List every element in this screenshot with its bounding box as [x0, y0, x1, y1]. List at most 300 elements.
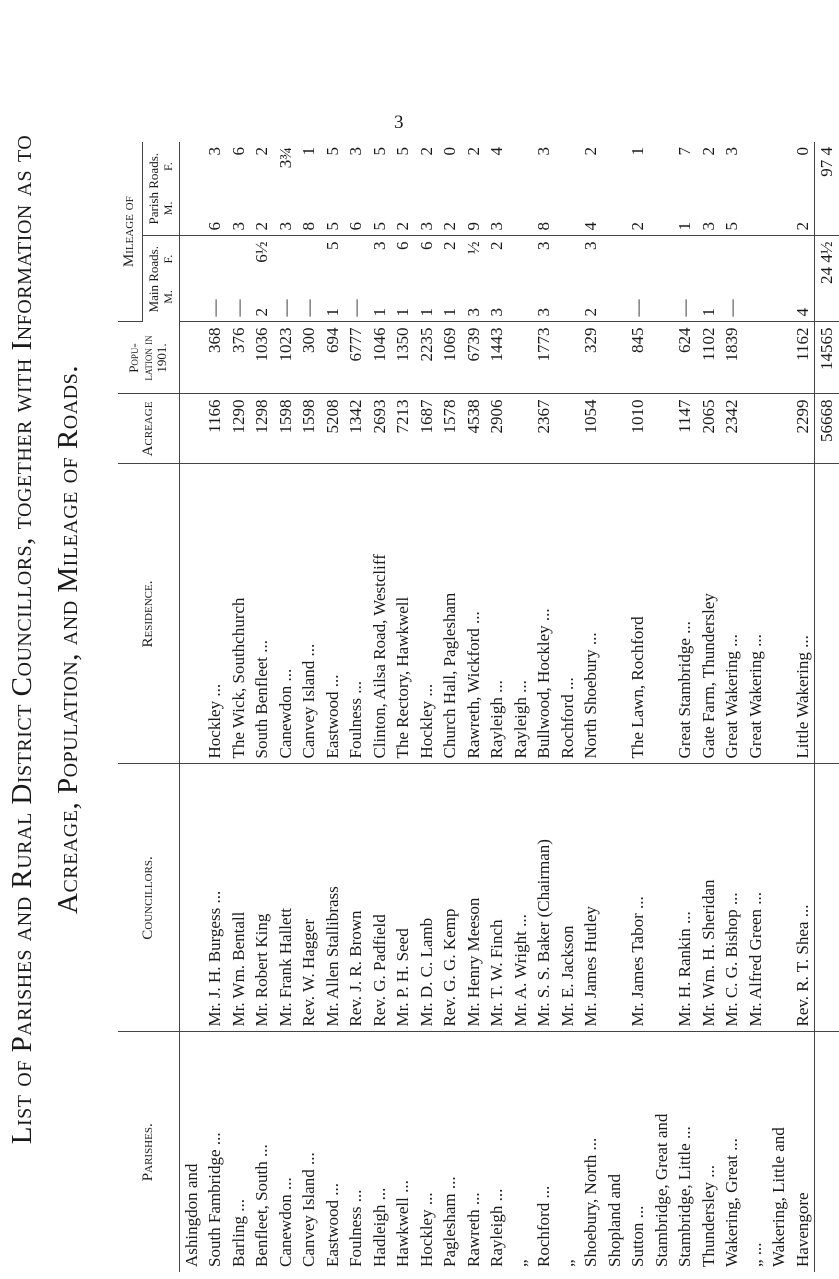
furlongs-value: 3¾: [275, 146, 295, 169]
header-parish-roads: [142, 142, 179, 236]
parish-roads-cell: [579, 142, 603, 236]
miles-value: 3: [416, 222, 436, 231]
parish-roads-cell: [744, 142, 768, 236]
acreage-cell: 2693: [368, 394, 392, 464]
parish-cell: Benfleet, South ...: [252, 1144, 271, 1267]
councillor-cell: Mr. Alfred Green ...: [744, 764, 768, 1032]
main-roads-cell: [485, 236, 509, 322]
residence-cell: Clinton, Ailsa Road, Westcliff: [368, 464, 392, 764]
population-cell: [744, 322, 768, 394]
main-roads-cell: [344, 236, 368, 322]
table-row: [767, 142, 791, 1272]
acreage-cell: 1147: [673, 394, 697, 464]
parish-roads-cell: [650, 142, 674, 236]
miles-value: —: [628, 299, 647, 317]
miles-value: 1: [675, 222, 694, 231]
residence-cell: North Shoebury ...: [579, 464, 603, 764]
miles-value: —: [275, 299, 295, 317]
parish-roads-cell: [509, 142, 533, 236]
miles-value: —: [228, 299, 248, 317]
councillor-cell: Mr. Henry Meeson: [462, 764, 486, 1032]
population-cell: 1102: [697, 322, 721, 394]
parish-roads-cell: [791, 142, 815, 236]
population-cell: 6739: [462, 322, 486, 394]
furlongs-value: 2: [252, 146, 271, 156]
residence-cell: The Wick, Southchurch: [227, 464, 251, 764]
acreage-cell: 1598: [297, 394, 321, 464]
population-cell: [556, 322, 580, 394]
furlongs-value: 2: [416, 146, 436, 156]
table-row: [744, 142, 768, 1272]
table-row: [250, 142, 274, 1272]
table-row: [626, 142, 650, 1272]
miles-value: —: [675, 299, 694, 317]
acreage-cell: [509, 394, 533, 464]
parish-roads-cell: [344, 142, 368, 236]
table-row: [274, 142, 298, 1272]
parish-roads-cell: [556, 142, 580, 236]
parish-cell: Wakering, Little and: [769, 1127, 788, 1267]
furlongs-value: 0: [440, 146, 459, 156]
main-roads-cell: [203, 236, 227, 322]
population-cell: 1350: [391, 322, 415, 394]
population-cell: 1162: [791, 322, 815, 394]
total-parish-roads: 97 4: [815, 142, 839, 236]
acreage-cell: 5208: [321, 394, 345, 464]
main-roads-cell: [321, 236, 345, 322]
miles-value: 5: [369, 222, 389, 231]
furlongs-value: 3: [346, 146, 365, 156]
furlongs-value: ½: [463, 241, 483, 255]
main-roads-cell: [179, 236, 203, 322]
parish-roads-cell: [462, 142, 486, 236]
miles-value: 8: [299, 222, 318, 231]
furlongs-value: 3: [722, 146, 741, 156]
main-roads-cell: [603, 236, 627, 322]
furlongs-value: 2: [440, 241, 459, 250]
parish-roads-cell: [391, 142, 415, 236]
councillor-cell: Mr. James Hutley: [579, 764, 603, 1032]
parish-cell: Barling ...: [228, 1199, 248, 1267]
miles-value: 2: [440, 222, 459, 231]
main-roads-cell: [791, 236, 815, 322]
furlongs-value: 7: [675, 146, 694, 156]
miles-value: 9: [463, 222, 483, 231]
acreage-cell: 1578: [438, 394, 462, 464]
header-population: Popu- lation in 1901.: [118, 322, 179, 394]
councillor-cell: Rev. G. G. Kemp: [438, 764, 462, 1032]
furlongs-value: 6: [393, 241, 412, 250]
population-cell: 2235: [415, 322, 439, 394]
main-roads-cell: [720, 236, 744, 322]
population-cell: [767, 322, 791, 394]
miles-value: —: [722, 299, 741, 317]
miles-value: 1: [440, 308, 459, 317]
population-cell: 694: [321, 322, 345, 394]
furlongs-value: 5: [322, 241, 342, 250]
parish-roads-cell: [203, 142, 227, 236]
acreage-cell: [744, 394, 768, 464]
table-row: [532, 142, 556, 1272]
page-number: 3: [394, 112, 404, 133]
miles-value: 5: [322, 222, 342, 231]
population-cell: 1046: [368, 322, 392, 394]
total-acreage: 56668: [815, 394, 839, 464]
parish-roads-cell: [673, 142, 697, 236]
furlongs-value: 5: [393, 146, 412, 156]
table-body: [179, 142, 815, 1272]
councillor-cell: Mr. H. Rankin ...: [673, 764, 697, 1032]
furlongs-value: 2: [581, 146, 600, 156]
councillor-cell: Rev. R. T. Shea ...: [791, 764, 815, 1032]
residence-cell: Great Stambridge ...: [673, 464, 697, 764]
acreage-cell: 1166: [203, 394, 227, 464]
parish-cell: „: [510, 1259, 530, 1267]
furlongs-value: 3: [369, 241, 389, 250]
main-roads-cell: [438, 236, 462, 322]
population-cell: 6777: [344, 322, 368, 394]
councillor-cell: Mr. J. H. Burgess ...: [203, 764, 227, 1032]
parish-cell: Rayleigh ...: [487, 1188, 506, 1267]
miles-value: 1: [698, 308, 718, 317]
main-roads-cell: [697, 236, 721, 322]
population-cell: [603, 322, 627, 394]
parish-cell: „: [557, 1259, 577, 1267]
main-roads-cell: [579, 236, 603, 322]
population-cell: [509, 322, 533, 394]
population-cell: 1839: [720, 322, 744, 394]
population-cell: 845: [626, 322, 650, 394]
header-main-roads: [142, 236, 179, 322]
main-roads-cell: [250, 236, 274, 322]
parish-cell: Shopland and: [604, 1173, 624, 1267]
miles-value: 3: [228, 222, 248, 231]
header-acreage: Acreage: [118, 394, 179, 464]
population-cell: 1773: [532, 322, 556, 394]
population-cell: 1036: [250, 322, 274, 394]
acreage-cell: 2342: [720, 394, 744, 464]
table-row: [179, 142, 203, 1272]
population-cell: 624: [673, 322, 697, 394]
parish-roads-cell: [297, 142, 321, 236]
miles-value: 2: [252, 222, 271, 231]
table-row: [556, 142, 580, 1272]
councillor-cell: [603, 764, 627, 1032]
parish-cell: Rawreth ...: [463, 1192, 483, 1267]
miles-value: 4: [581, 222, 600, 231]
miles-value: 2: [581, 308, 600, 317]
parish-roads-cell: [767, 142, 791, 236]
councillor-cell: Mr. James Tabor ...: [626, 764, 650, 1032]
residence-cell: Eastwood ...: [321, 464, 345, 764]
residence-cell: South Benfleet ...: [250, 464, 274, 764]
population-cell: 1443: [485, 322, 509, 394]
page-subtitle: Acreage, Population, and Mileage of Roads.: [52, 365, 84, 914]
main-roads-cell: [391, 236, 415, 322]
table-row: [509, 142, 533, 1272]
acreage-cell: 1010: [626, 394, 650, 464]
councillor-cell: Mr. T. W. Finch: [485, 764, 509, 1032]
residence-cell: Gate Farm, Thundersley: [697, 464, 721, 764]
furlongs-value: 2: [487, 241, 506, 250]
main-roads-cell: [673, 236, 697, 322]
population-cell: 329: [579, 322, 603, 394]
residence-cell: Church Hall, Paglesham: [438, 464, 462, 764]
miles-value: 5: [722, 222, 741, 231]
parish-roads-cell: [368, 142, 392, 236]
population-cell: 1023: [274, 322, 298, 394]
table-row: [791, 142, 815, 1272]
page-title: List of Parishes and Rural District Councillors, together with Information as to: [6, 134, 38, 1145]
miles-value: 1: [369, 308, 389, 317]
parish-cell: Foulness ...: [346, 1189, 365, 1267]
table-row: [297, 142, 321, 1272]
header-main-roads-label: Main Roads.: [145, 246, 161, 313]
residence-cell: The Lawn, Rochford: [626, 464, 650, 764]
header-councillors: Councillors.: [118, 764, 179, 1032]
main-roads-cell: [274, 236, 298, 322]
population-cell: 368: [203, 322, 227, 394]
table-row: [603, 142, 627, 1272]
furlongs-value: 0: [792, 146, 812, 156]
miles-value: 4: [792, 308, 812, 317]
miles-value: —: [205, 299, 224, 317]
table-row: [344, 142, 368, 1272]
councillor-cell: Rev. J. R. Brown: [344, 764, 368, 1032]
miles-value: 2: [792, 222, 812, 231]
councillor-cell: Mr. Allen Stallibrass: [321, 764, 345, 1032]
main-roads-cell: [744, 236, 768, 322]
parish-cell: Eastwood ...: [322, 1182, 342, 1267]
table-row: [579, 142, 603, 1272]
parish-cell: Havengore: [792, 1192, 812, 1267]
councillor-cell: Mr. P. H. Seed: [391, 764, 415, 1032]
residence-cell: Foulness ...: [344, 464, 368, 764]
unit-miles: M.: [160, 290, 175, 304]
main-roads-cell: [297, 236, 321, 322]
furlongs-value: 3: [534, 241, 553, 250]
parish-cell: Wakering, Great ...: [722, 1138, 741, 1267]
unit-miles: M.: [160, 201, 175, 216]
parish-cell: Hockley ...: [416, 1192, 436, 1267]
main-roads-cell: [415, 236, 439, 322]
parish-cell: Hawkwell ...: [393, 1180, 412, 1267]
main-roads-cell: [626, 236, 650, 322]
parish-cell: Shoebury, North ...: [581, 1137, 600, 1267]
main-roads-cell: [556, 236, 580, 322]
parish-table-wrap: [118, 142, 836, 1272]
population-cell: 300: [297, 322, 321, 394]
table-row: [368, 142, 392, 1272]
acreage-cell: 1598: [274, 394, 298, 464]
furlongs-value: 6: [416, 241, 436, 250]
parish-roads-cell: [274, 142, 298, 236]
furlongs-value: 5: [369, 146, 389, 156]
miles-value: —: [299, 299, 318, 317]
acreage-cell: 1687: [415, 394, 439, 464]
parish-cell: Canvey Island ...: [299, 1152, 318, 1267]
miles-value: 3: [534, 308, 553, 317]
header-parishes: Parishes.: [118, 1032, 179, 1272]
councillor-cell: Rev. G. Padfield: [368, 764, 392, 1032]
residence-cell: Hockley ...: [203, 464, 227, 764]
councillor-cell: [767, 764, 791, 1032]
furlongs-value: 5: [322, 146, 342, 156]
councillor-cell: Mr. A. Wright ...: [509, 764, 533, 1032]
furlongs-value: 6: [228, 146, 248, 156]
main-roads-cell: [227, 236, 251, 322]
parish-roads-cell: [415, 142, 439, 236]
table-row: [391, 142, 415, 1272]
residence-cell: [179, 464, 203, 764]
parish-roads-cell: [720, 142, 744, 236]
furlongs-value: 1: [628, 146, 647, 156]
councillor-cell: Mr. Wm. Bentall: [227, 764, 251, 1032]
main-roads-cell: [462, 236, 486, 322]
residence-cell: Rayleigh ...: [509, 464, 533, 764]
acreage-cell: [603, 394, 627, 464]
residence-cell: Rayleigh ...: [485, 464, 509, 764]
population-cell: 1069: [438, 322, 462, 394]
residence-cell: The Rectory, Hawkwell: [391, 464, 415, 764]
total-population: 14565: [815, 322, 839, 394]
residence-cell: [767, 464, 791, 764]
parish-cell: Stambridge, Little ...: [675, 1126, 694, 1267]
furlongs-value: 4: [487, 146, 506, 156]
miles-value: 2: [393, 222, 412, 231]
councillor-cell: Mr. D. C. Lamb: [415, 764, 439, 1032]
table-row: [697, 142, 721, 1272]
table-row: [462, 142, 486, 1272]
miles-value: 6: [205, 222, 224, 231]
furlongs-value: 2: [463, 146, 483, 156]
parish-cell: Thundersley ...: [698, 1165, 718, 1267]
total-main-roads: 24 4½: [815, 236, 839, 322]
furlongs-value: 3: [581, 241, 600, 250]
miles-value: 3: [698, 222, 718, 231]
parish-roads-cell: [485, 142, 509, 236]
parish-roads-cell: [697, 142, 721, 236]
residence-cell: Hockley ...: [415, 464, 439, 764]
header-residence: Residence.: [118, 464, 179, 764]
parish-roads-cell: [438, 142, 462, 236]
parish-roads-cell: [250, 142, 274, 236]
header-mileage: Mileage of: [118, 142, 142, 322]
furlongs-value: 3: [205, 146, 224, 156]
acreage-cell: 2906: [485, 394, 509, 464]
main-roads-cell: [767, 236, 791, 322]
unit-furlongs: F.: [160, 254, 175, 264]
acreage-cell: 2065: [697, 394, 721, 464]
residence-cell: Rochford ...: [556, 464, 580, 764]
parish-cell: Stambridge, Great and: [651, 1113, 671, 1267]
residence-cell: Canvey Island ...: [297, 464, 321, 764]
title-block: [0, 0, 110, 1279]
parish-roads-cell: [626, 142, 650, 236]
miles-value: 3: [487, 308, 506, 317]
acreage-cell: 1054: [579, 394, 603, 464]
miles-value: 2: [252, 308, 271, 317]
parish-cell: South Fambridge ...: [205, 1132, 224, 1267]
unit-furlongs: F.: [160, 162, 175, 171]
miles-value: 3: [487, 222, 506, 231]
acreage-cell: [650, 394, 674, 464]
parish-roads-cell: [321, 142, 345, 236]
councillor-cell: Rev. W. Hagger: [297, 764, 321, 1032]
table-row: [227, 142, 251, 1272]
miles-value: 1: [322, 308, 342, 317]
councillor-cell: [650, 764, 674, 1032]
miles-value: 3: [463, 308, 483, 317]
parish-roads-cell: [603, 142, 627, 236]
table-row: [650, 142, 674, 1272]
acreage-cell: 1298: [250, 394, 274, 464]
residence-cell: Great Wakering ...: [720, 464, 744, 764]
table-row: [321, 142, 345, 1272]
miles-value: 2: [628, 222, 647, 231]
parish-roads-cell: [179, 142, 203, 236]
main-roads-cell: [650, 236, 674, 322]
parish-roads-cell: [227, 142, 251, 236]
main-roads-cell: [368, 236, 392, 322]
acreage-cell: [556, 394, 580, 464]
councillor-cell: Mr. Frank Hallett: [274, 764, 298, 1032]
totals-row: [815, 142, 839, 1272]
parish-cell: Ashingdon and: [181, 1163, 201, 1267]
residence-cell: [603, 464, 627, 764]
acreage-cell: 4538: [462, 394, 486, 464]
residence-cell: Bullwood, Hockley ...: [532, 464, 556, 764]
parish-table: [118, 142, 839, 1272]
furlongs-value: 3: [534, 146, 553, 156]
main-roads-cell: [509, 236, 533, 322]
councillor-cell: [179, 764, 203, 1032]
acreage-cell: 1290: [227, 394, 251, 464]
councillor-cell: Mr. S. S. Baker (Chairman): [532, 764, 556, 1032]
miles-value: 3: [275, 222, 295, 231]
parish-cell: Rochford ...: [534, 1185, 553, 1267]
table-row: [438, 142, 462, 1272]
residence-cell: Rawreth, Wickford ...: [462, 464, 486, 764]
miles-value: 1: [416, 308, 436, 317]
acreage-cell: [767, 394, 791, 464]
table-row: [203, 142, 227, 1272]
population-cell: 376: [227, 322, 251, 394]
residence-cell: Canewdon ...: [274, 464, 298, 764]
furlongs-value: 2: [698, 146, 718, 156]
miles-value: 8: [534, 222, 553, 231]
furlongs-value: 1: [299, 146, 318, 156]
parish-cell: Paglesham ...: [440, 1176, 459, 1267]
main-roads-cell: [532, 236, 556, 322]
parish-cell: Sutton ...: [628, 1205, 647, 1267]
population-cell: [650, 322, 674, 394]
acreage-cell: [179, 394, 203, 464]
councillor-cell: Mr. C. G. Bishop ...: [720, 764, 744, 1032]
acreage-cell: 2367: [532, 394, 556, 464]
miles-value: 6: [346, 222, 365, 231]
residence-cell: [650, 464, 674, 764]
table-row: [673, 142, 697, 1272]
parish-cell: „ ...: [745, 1242, 765, 1267]
table-row: [485, 142, 509, 1272]
parish-roads-cell: [532, 142, 556, 236]
miles-value: 1: [393, 308, 412, 317]
acreage-cell: 7213: [391, 394, 415, 464]
miles-value: —: [346, 299, 365, 317]
furlongs-value: 6½: [252, 241, 271, 263]
residence-cell: Little Wakering ...: [791, 464, 815, 764]
